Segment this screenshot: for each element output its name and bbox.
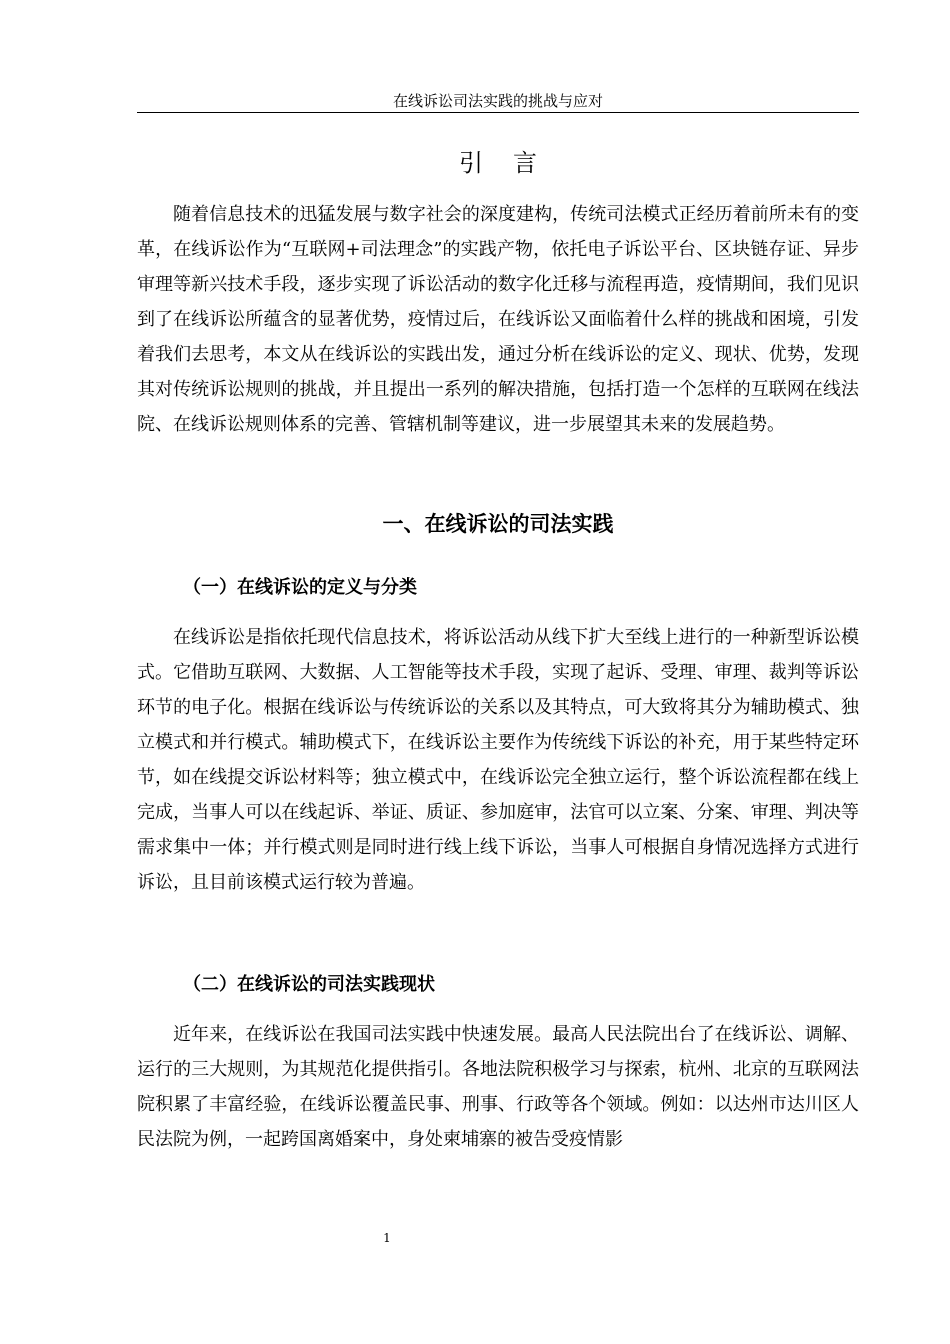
subsection-heading-1: （一）在线诉讼的定义与分类 (183, 577, 417, 598)
intro-paragraph: 随着信息技术的迅猛发展与数字社会的深度建构，传统司法模式正经历着前所未有的变革，在线诉讼作为“互联网+司法理念”的实践产物，依托电子诉讼平台、区块链存证、异步审理等新兴技术手段，逐步实现了诉讼活动的数字化迁移与流程再造，疫情期间，我们见识到了在线诉讼所蕴含的显著优势，疫情过后，在线诉讼又面临着什么样的挑战和困境，引发着我们去思考，本文从在线诉讼的实践出发，通过分析在线诉讼的定义、现状、优势，发现其对传统诉讼规则的挑战，并且提出一系列的解决措施，包括打造一个怎样的互联网在线法院、在线诉讼规则体系的完善、管辖机制等建议，进一步展望其未来的发展趋势。 (137, 204, 859, 435)
subsection-1-paragraph: 在线诉讼是指依托现代信息技术，将诉讼活动从线下扩大至线上进行的一种新型诉讼模式。它借助互联网、大数据、人工智能等技术手段，实现了起诉、受理、审理、裁判等诉讼环节的电子化。根据在线诉讼与传统诉讼的关系以及其特点，可大致将其分为辅助模式、独立模式和并行模式。辅助模式下，在线诉讼主要作为传统线下诉讼的补充，用于某些特定环节，如在线提交诉讼材料等；独立模式中，在线诉讼完全独立运行，整个诉讼流程都在线上完成，当事人可以在线起诉、举证、质证、参加庭审，法官可以立案、分案、审理、判决等需求集中一体；并行模式则是同时进行线上线下诉讼，当事人可根据自身情况选择方式进行诉讼，且目前该模式运行较为普遍。 (137, 627, 859, 893)
chapter-heading: 一、在线诉讼的司法实践 (382, 512, 614, 536)
section-title-intro: 引言 (459, 149, 567, 177)
subsection-2-paragraph: 近年来，在线诉讼在我国司法实践中快速发展。最高人民法院出台了在线诉讼、调解、运行的三大规则，为其规范化提供指引。各地法院积极学习与探索，杭州、北京的互联网法院积累了丰富经验，在线诉讼覆盖民事、刑事、行政等各个领域。例如：以达州市达川区人民法院为例，一起跨国离婚案中，身处柬埔寨的被告受疫情影 (137, 1024, 859, 1150)
header-divider (137, 112, 859, 113)
running-header: 在线诉讼司法实践的挑战与应对 (392, 92, 603, 110)
page-number: 1 (383, 1231, 391, 1245)
subsection-heading-2: （二）在线诉讼的司法实践现状 (183, 974, 435, 995)
